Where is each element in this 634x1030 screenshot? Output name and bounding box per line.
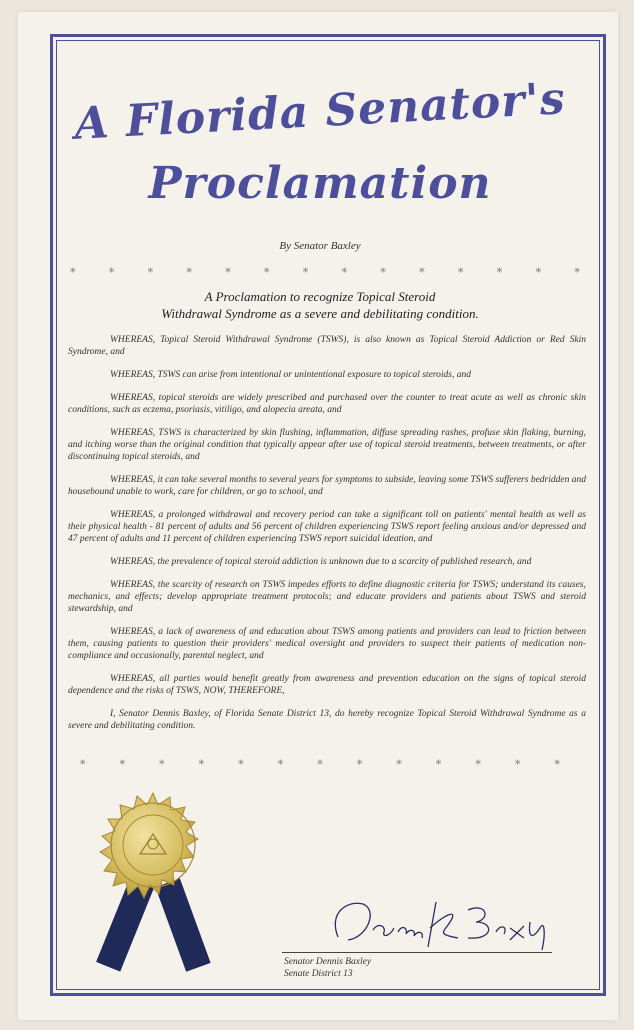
- gold-seal-icon: [90, 782, 216, 908]
- whereas-paragraph: WHEREAS, the scarcity of research on TSWS impedes efforts to define diagnostic criteria for TSWS; understand its causes, mechanics, and effects; develop appropriate treatment protocols; and educate providers and patients about TSWS and steroid stewardship, and: [68, 580, 586, 614]
- signer-name: Senator Dennis Baxley: [284, 957, 372, 967]
- subtitle-line2: Withdrawal Syndrome as a severe and debilitating condition.: [161, 306, 479, 321]
- whereas-paragraph: WHEREAS, a prolonged withdrawal and recovery period can take a significant toll on patients' mental health as well as their physical health - 81 percent of adults and 56 percent of children experiencing TSWS report feeling anxious and/or depressed and 47 percent of adults and 11 percent of children experiencing TSWS report suicidal ideation, and: [68, 510, 586, 544]
- whereas-paragraph: WHEREAS, TSWS is characterized by skin flushing, inflammation, diffuse spreading rashes, profuse skin flaking, burning, and itching worse than the original condition that typically appear after use of topical steroid treatments, between treatments, or after discontinuing topical steroids, and: [68, 428, 586, 462]
- proclamation-subtitle: [80, 288, 560, 322]
- whereas-paragraph: WHEREAS, a lack of awareness of and education about TSWS among patients and providers can lead to friction between them, causing patients to question their providers' medical oversight and providers to suspect their patients of medication non-compliance and occasionally, parental neglect, and: [68, 627, 586, 661]
- subtitle-line1: A Proclamation to recognize Topical Steroid: [204, 289, 436, 304]
- signature-line: [282, 952, 552, 953]
- signer-district: Senate District 13: [284, 969, 353, 979]
- byline: By Senator Baxley: [279, 240, 361, 252]
- star-divider-bottom: * * * * * * * * * * * * *: [80, 758, 560, 771]
- star-divider-top: * * * * * * * * * * * * * *: [70, 266, 580, 279]
- signature-scribble: [318, 892, 558, 952]
- whereas-paragraph: WHEREAS, it can take several months to several years for symptoms to subside, leaving some TSWS sufferers bedridden and housebound unable to work, care for children, or go to school, and: [68, 475, 586, 497]
- whereas-paragraph: WHEREAS, the prevalence of topical steroid addiction is unknown due to a scarcity of published research, and: [110, 557, 532, 567]
- whereas-paragraph: WHEREAS, Topical Steroid Withdrawal Syndrome (TSWS), is also known as Topical Steroid Addiction or Red Skin Syndrome, and: [68, 335, 586, 357]
- whereas-paragraph: WHEREAS, all parties would benefit greatly from awareness and prevention education on the signs of topical steroid dependence and the risks of TSWS, NOW, THEREFORE,: [68, 674, 586, 696]
- proclamation-title-line1: A Florida Senator's: [73, 73, 567, 150]
- whereas-paragraph: WHEREAS, TSWS can arise from intentional or unintentional exposure to topical steroids, and: [110, 370, 471, 380]
- proclamation-title-line2: Proclamation: [148, 158, 492, 209]
- signature-block: [284, 956, 371, 980]
- whereas-paragraph: WHEREAS, topical steroids are widely prescribed and purchased over the counter to treat acute as well as chronic skin conditions, such as eczema, psoriasis, vitiligo, and alopecia areata, and: [68, 393, 586, 415]
- proclamation-body: [68, 334, 586, 743]
- resolution-paragraph: I, Senator Dennis Baxley, of Florida Senate District 13, do hereby recognize Topical Steroid Withdrawal Syndrome as a severe and debilitating condition.: [68, 709, 586, 731]
